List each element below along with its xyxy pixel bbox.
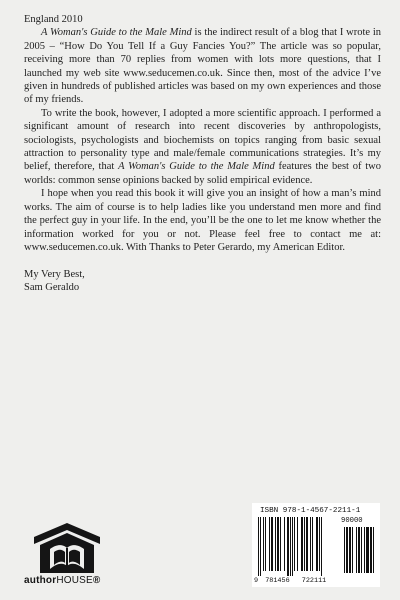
isbn-barcode <box>252 503 380 587</box>
publisher-name: authorHOUSE® <box>24 575 101 586</box>
price-addon-bars <box>342 527 376 577</box>
back-cover-letter <box>24 13 381 295</box>
letter-paragraph-1: A Woman's Guide to the Male Mind is the indirect result of a blog that I wrote in 2005 – “How Do You Tell If a Guy Fancies You?” The article was so popular, receiving more than 70 replies from women with lots more questions, that I launched my web site www.seducemen.co.uk. Since then, most of the advice I’ve given in hundreds of published articles was based on my own experiences and those of my friends. <box>24 27 381 106</box>
price-code: 90000 <box>341 517 363 525</box>
book-title: A Woman's Guide to the Male Mind <box>118 161 275 173</box>
letter-heading: England 2010 <box>24 14 83 25</box>
barcode-digits: 9 781456 722111 <box>254 577 327 585</box>
letter-signoff: My Very Best, <box>24 268 85 280</box>
letter-paragraph-3: I hope when you read this book it will give you an insight of how a man’s mind works. The aim of course is to help ladies like you understand men more and find the perfect guy in your life. In the end, you’ll be the one to let me know whether the information worked for you or not. Please feel free to contact me at: www.seducemen.co.uk. With Thanks to Peter Gerardo, my American Editor. <box>24 188 381 253</box>
barcode-bars <box>256 517 340 579</box>
letter-paragraph-2: To write the book, however, I adopted a more scientific approach. I performed a significant amount of research into recent discoveries by anthropologists, sociologists, psychologists and biochemists on topics ranging from basic sexual attraction to personality type and male/female communications strategies. It’s my belief, therefore, that A Woman's Guide to the Male Mind features the best of two worlds: common sense opinions backed by solid empirical evidence. <box>24 107 381 186</box>
isbn-number: ISBN 978-1-4567-2211-1 <box>260 507 361 515</box>
book-title: A Woman's Guide to the Male Mind <box>41 27 192 39</box>
letter-signature: Sam Geraldo <box>24 282 80 294</box>
